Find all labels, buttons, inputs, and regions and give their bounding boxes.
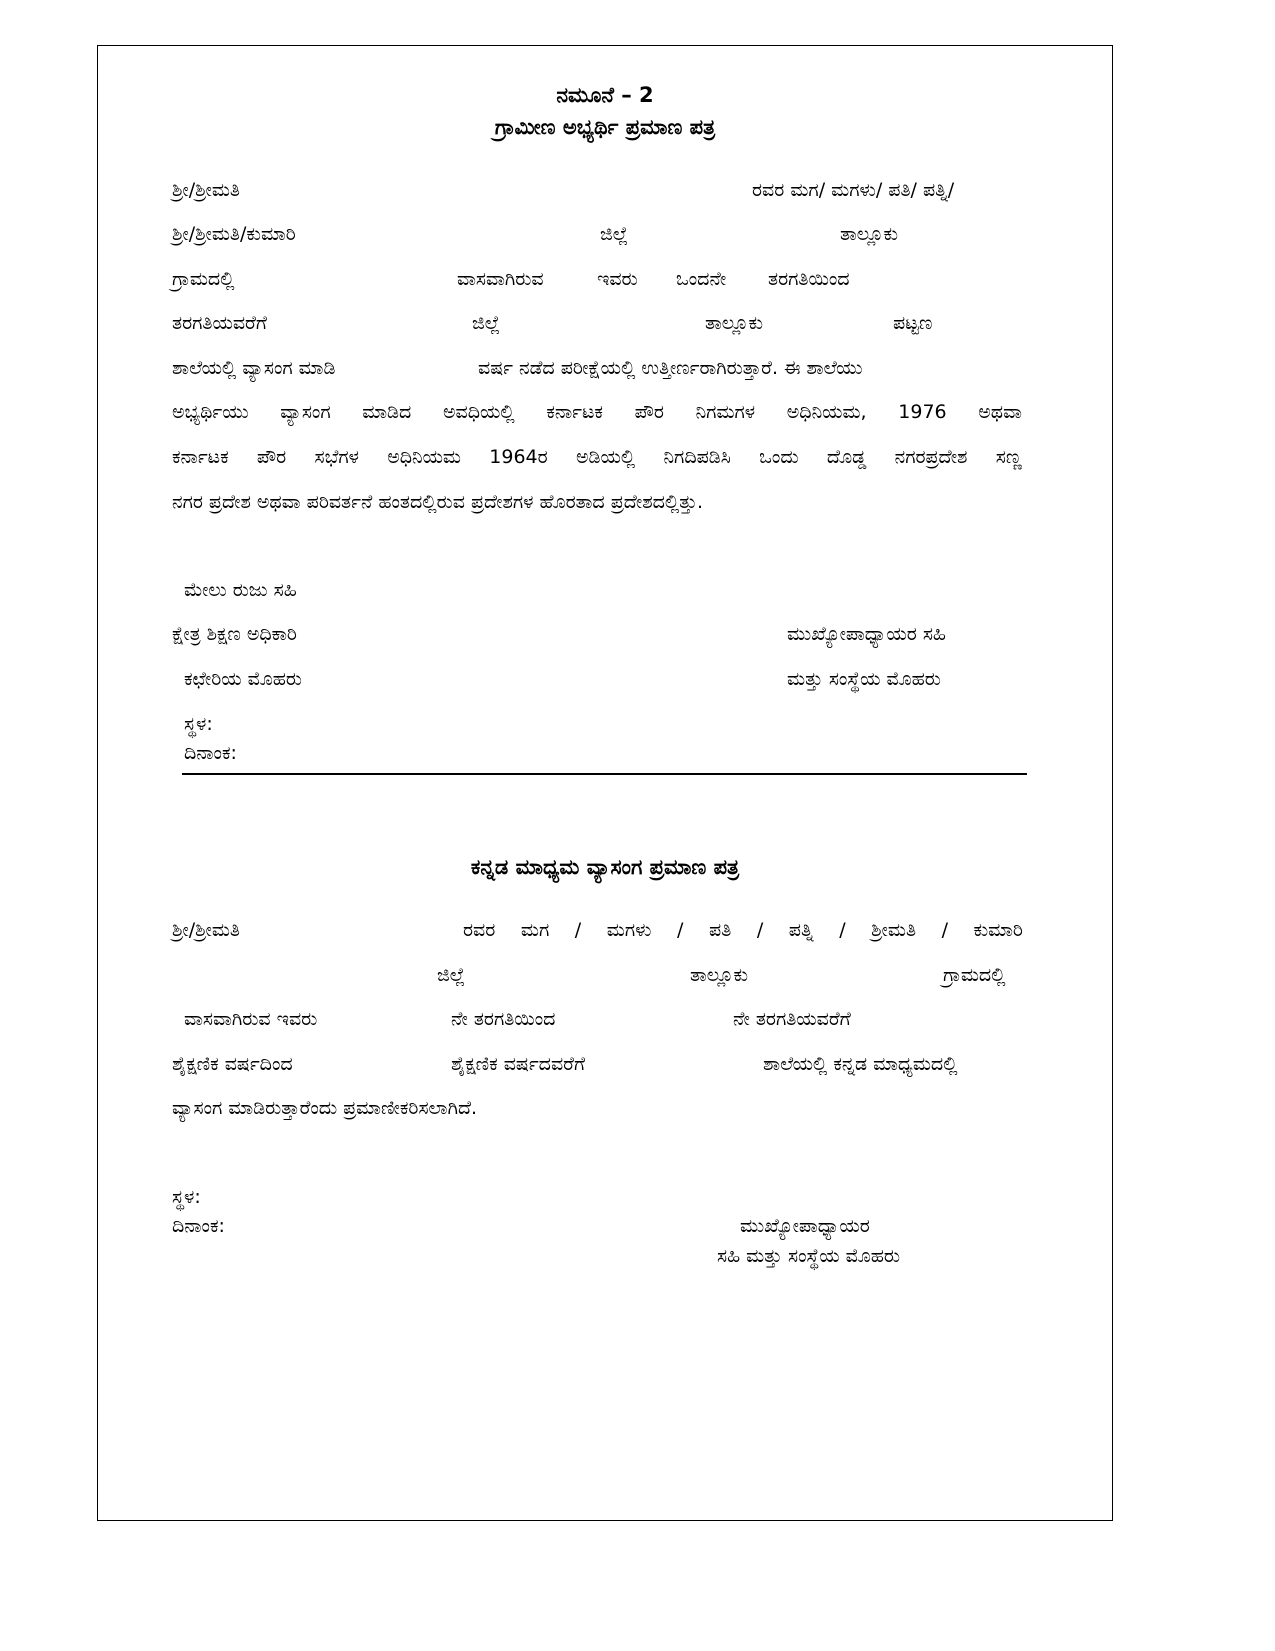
form1-district-label-2: ಜಿಲ್ಲೆ: [472, 312, 501, 334]
form1-date-label: ದಿನಾಂಕ:: [184, 742, 237, 764]
form2-relation-word: ಶ್ರೀಮತಿ: [871, 919, 917, 941]
countersign-label: ಮೇಲು ರುಜು ಸಹಿ: [184, 579, 297, 601]
form2-relation-word: /: [677, 919, 684, 941]
institution-seal-label: ಮತ್ತು ಸಂಸ್ಥೆಯ ಮೊಹರು: [787, 668, 941, 690]
form-number: ನಮೂನೆ – 2: [556, 83, 654, 107]
form2-to-year-text: ಶೈಕ್ಷಣಿಕ ವರ್ಷದವರೆಗೆ: [451, 1053, 585, 1075]
form1-district-label: ಜಿಲ್ಲೆ: [600, 223, 629, 245]
form2-school-medium-text: ಶಾಲೆಯಲ್ಲಿ ಕನ್ನಡ ಮಾಧ್ಯಮದಲ್ಲಿ: [763, 1053, 958, 1075]
form1-first-text: ಒಂದನೇ: [676, 268, 727, 290]
form2-relation-word: ಕುಮಾರಿ: [973, 919, 1023, 941]
form2-relation-word: ರವರ: [463, 919, 496, 941]
form1-paragraph-line-3: ನಗರ ಪ್ರದೇಶ ಅಥವಾ ಪರಿವರ್ತನೆ ಹಂತದಲ್ಲಿರುವ ಪ್ರದೇಶಗಳ ಹೊರತಾದ ಪ್ರದೇಶದಲ್ಲಿತ್ತು.: [172, 491, 704, 513]
form1-town-label: ಪಟ್ಟಣ: [893, 312, 933, 334]
form2-sign-seal-label: ಸಹಿ ಮತ್ತು ಸಂಸ್ಥೆಯ ಮೊಹರು: [717, 1245, 901, 1267]
form2-relation-word: ಪತ್ನಿ: [788, 919, 814, 941]
form2-taluk-label: ತಾಲ್ಲೂಕು: [690, 964, 749, 986]
form2-relation-word: ಮಗಳು: [606, 919, 652, 941]
form1-taluk-label-2: ತಾಲ್ಲೂಕು: [705, 312, 764, 334]
form1-paragraph-line-1: ಅಭ್ಯರ್ಥಿಯು ವ್ಯಾಸಂಗ ಮಾಡಿದ ಅವಧಿಯಲ್ಲಿ ಕರ್ನಾಟಕ ಪೌರ ನಿಗಮಗಳ ಅಧಿನಿಯಮ, 1976 ಅಥವಾ: [172, 401, 1022, 423]
form2-relation-word: /: [756, 919, 764, 941]
form2-date-label: ದಿನಾಂಕ:: [172, 1215, 225, 1237]
form2-to-class-text: ನೇ ತರಗತಿಯವರೆಗೆ: [733, 1008, 851, 1030]
form1-taluk-label: ತಾಲ್ಲೂಕು: [840, 223, 899, 245]
form2-place-label: ಸ್ಥಳ:: [172, 1186, 201, 1208]
form2-from-year-text: ಶೈಕ್ಷಣಿಕ ವರ್ಷದಿಂದ: [172, 1053, 293, 1075]
form2-relation-word: /: [574, 919, 582, 941]
form1-place-label: ಸ್ಥಳ:: [184, 713, 213, 735]
form2-from-class-text: ನೇ ತರಗತಿಯಿಂದ: [451, 1008, 556, 1030]
form1-title: ಗ್ರಾಮೀಣ ಅಭ್ಯರ್ಥಿ ಪ್ರಮಾಣ ಪತ್ರ: [494, 115, 716, 139]
form1-relation-label: ರವರ ಮಗ/ ಮಗಳು/ ಪತಿ/ ಪತ್ನಿ/: [752, 179, 955, 201]
section-divider: [182, 773, 1027, 775]
form1-village-label: ಗ್ರಾಮದಲ್ಲಿ: [172, 268, 235, 290]
office-seal-label: ಕಛೇರಿಯ ಮೊಹರು: [184, 668, 302, 690]
form2-name-label: ಶ್ರೀ/ಶ್ರೀಮತಿ: [172, 919, 240, 941]
form2-relation-word: /: [839, 919, 846, 941]
form2-district-label: ಜಿಲ್ಲೆ: [437, 964, 466, 986]
form1-paragraph-line-2: ಕರ್ನಾಟಕ ಪೌರ ಸಭೆಗಳ ಅಧಿನಿಯಮ 1964ರ ಅಡಿಯಲ್ಲಿ ನಿಗದಿಪಡಿಸಿ ಒಂದು ದೊಡ್ಡ ನಗರಪ್ರದೇಶ ಸಣ್ಣ: [172, 446, 1022, 468]
form2-title: ಕನ್ನಡ ಮಾಧ್ಯಮ ವ್ಯಾಸಂಗ ಪ್ರಮಾಣ ಪತ್ರ: [470, 855, 740, 879]
form2-relation-word: /: [941, 919, 948, 941]
form1-name-label: ಶ್ರೀ/ಶ್ರೀಮತಿ: [172, 179, 240, 201]
form2-village-label: ಗ್ರಾಮದಲ್ಲಿ: [943, 964, 1006, 986]
form2-headmaster-label: ಮುಖ್ಯೋಪಾಧ್ಯಾಯರ: [740, 1215, 870, 1237]
form1-from-class-text: ತರಗತಿಯಿಂದ: [768, 268, 850, 290]
form2-certified-text: ವ್ಯಾಸಂಗ ಮಾಡಿರುತ್ತಾರೆಂದು ಪ್ರಮಾಣೀಕರಿಸಲಾಗಿದೆ.: [172, 1097, 478, 1119]
form1-parent-label: ಶ್ರೀ/ಶ್ರೀಮತಿ/ಕುಮಾರಿ: [172, 223, 296, 245]
form1-studied-text: ಶಾಲೆಯಲ್ಲಿ ವ್ಯಾಸಂಗ ಮಾಡಿ: [172, 357, 336, 379]
form1-he-text: ಇವರು: [597, 268, 638, 290]
form2-residing-text: ವಾಸವಾಗಿರುವ ಇವರು: [184, 1008, 318, 1030]
form1-passed-text: ವರ್ಷ ನಡೆದ ಪರೀಕ್ಷೆಯಲ್ಲಿ ಉತ್ತೀರ್ಣರಾಗಿರುತ್ತಾರೆ. ಈ ಶಾಲೆಯು: [478, 357, 863, 379]
officer-label: ಕ್ಷೇತ್ರ ಶಿಕ್ಷಣ ಅಧಿಕಾರಿ: [172, 623, 297, 645]
headmaster-sign-label: ಮುಖ್ಯೋಪಾಧ್ಯಾಯರ ಸಹಿ: [787, 623, 946, 645]
form2-relation-word: ಮಗ: [520, 919, 550, 941]
form1-residing-text: ವಾಸವಾಗಿರುವ: [457, 268, 544, 290]
form1-to-class-text: ತರಗತಿಯವರೆಗೆ: [172, 312, 267, 334]
form2-relation-word: ಪತಿ: [709, 919, 732, 941]
form2-relation-row: [463, 918, 1023, 942]
